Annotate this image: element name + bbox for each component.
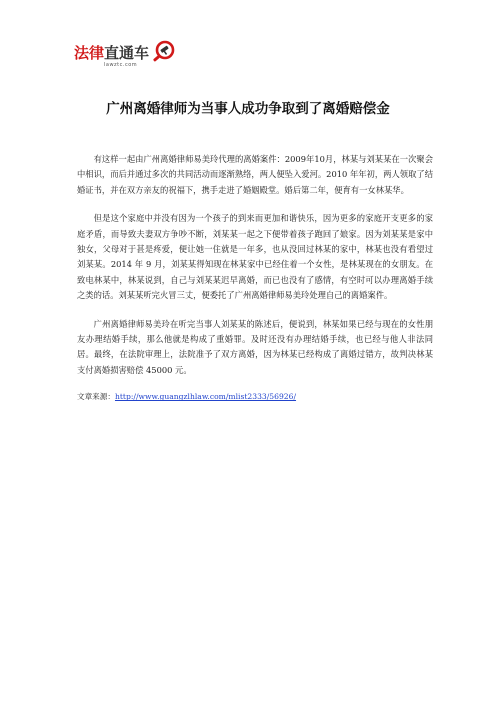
article-paragraph-3: 广州离婚律师易美玲在听完当事人刘某某的陈述后，便说到，林某如果已经与现在的女性朋友办理结婚手续，那么他就是构成了重婚罪。及时还没有办理结婚手续，也已经与他人非法同居。最终，在法院审理上，法院准予了双方离婚，因为林某已经构成了离婚过错方，故判决林某支付离婚损害赔偿 45000 元。	[77, 318, 433, 375]
article-paragraph-2: 但是这个家庭中并没有因为一个孩子的到来而更加和谐快乐，因为更多的家庭开支更多的家庭矛盾，而导致夫妻双方争吵不断，刘某某一起之下便带着孩子跑回了娘家。因为刘某某是家中独女，父母对于甚是疼爱，便让她一住就是一年多，也从没回过林某的家中，林某也没有看望过刘某某。2014 年 9 月，刘某某得知现在林某家中已经住着一个女性，是林某现在的女朋友。在致电林某中，林某说到，自己与刘某某迟早离婚，而已也没有了感情，有空时可以办理离婚手续之类的话。刘某某听完火冒三丈，便委托了广州离婚律师易美玲处理自己的离婚案件。	[77, 213, 433, 301]
article-source	[77, 391, 433, 403]
source-label: 文章来源：	[77, 392, 115, 402]
source-link[interactable]: http://www.guangzlhlaw.com/mlist2333/56926/	[114, 392, 297, 402]
logo-domain: lawztc.com	[104, 62, 138, 68]
logo-text-part2: 直通车	[104, 44, 150, 62]
article-paragraph-1: 有这样一起由广州离婚律师易美玲代理的离婚案件：2009年10月，林某与刘某某在一次聚会中相识，而后并通过多次的共同活动而逐渐熟络，两人便坠入爱河。2010 年年初，两人领取了结婚证书，并在双方亲友的祝福下，携手走进了婚姻殿堂。婚后第二年，便育有一女林某华。	[77, 154, 433, 195]
article-body	[77, 152, 433, 403]
logo-wordmark	[74, 44, 149, 62]
site-logo[interactable]	[74, 44, 174, 74]
logo-text-part1: 法律	[74, 44, 105, 62]
gavel-magnifier-icon	[151, 38, 177, 64]
article-title: 广州离婚律师为当事人成功争取到了离婚赔偿金	[106, 101, 390, 117]
